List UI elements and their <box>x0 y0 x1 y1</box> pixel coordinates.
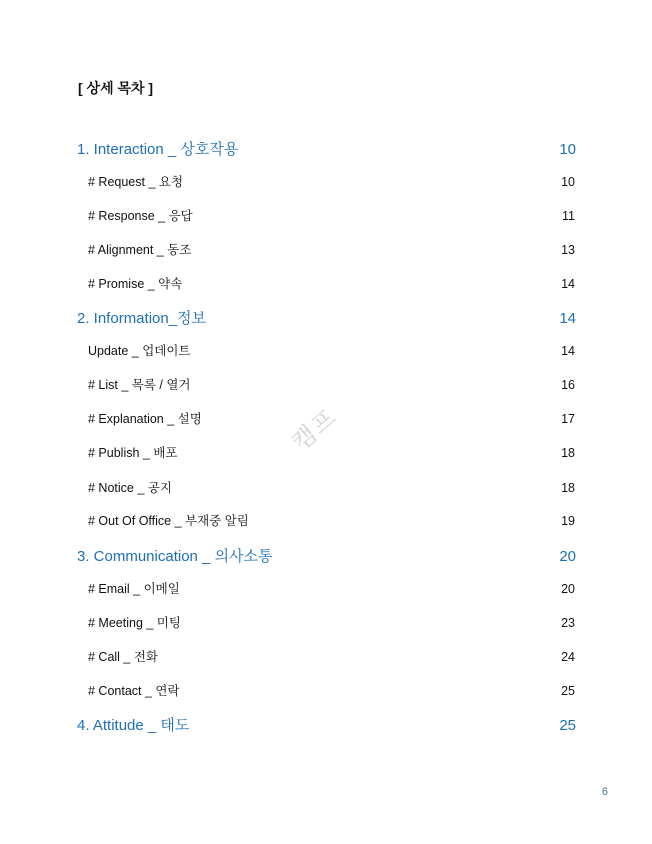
toc-page-number: 20 <box>559 548 576 565</box>
page-number: 6 <box>601 786 608 798</box>
toc-entry-title: # Call _ 전화 <box>88 650 159 664</box>
toc-page-number: 17 <box>561 412 575 426</box>
toc-entry-row[interactable] <box>0 374 652 396</box>
toc-section-title: 3. Communication _ 의사소통 <box>77 548 273 565</box>
toc-page-number: 18 <box>561 446 575 460</box>
toc-page-number: 10 <box>561 175 575 189</box>
toc-entry-title: # Contact _ 연락 <box>88 684 180 698</box>
toc-page-number: 23 <box>561 616 575 630</box>
toc-entry-row[interactable] <box>0 646 652 668</box>
toc-entry-row[interactable] <box>0 612 652 634</box>
toc-entry-title: # Email _ 이메일 <box>88 582 180 596</box>
toc-section-row[interactable] <box>0 139 652 161</box>
toc-entry-title: # Response _ 응답 <box>88 209 193 223</box>
toc-section-row[interactable] <box>0 715 652 737</box>
toc-page-number: 14 <box>561 344 575 358</box>
toc-entry-title: # Publish _ 배포 <box>88 446 178 460</box>
toc-entry-title: # Explanation _ 설명 <box>88 412 202 426</box>
toc-page-number: 18 <box>561 481 575 495</box>
toc-entry-title: # Promise _ 약속 <box>88 277 183 291</box>
toc-page-number: 11 <box>562 209 575 223</box>
toc-entry-row[interactable] <box>0 510 652 532</box>
toc-page-number: 14 <box>561 277 575 291</box>
toc-page-number: 24 <box>561 650 575 664</box>
toc-page-number: 25 <box>561 684 575 698</box>
toc-page-number: 19 <box>561 514 575 528</box>
toc-section-title: 4. Attitude _ 태도 <box>77 717 190 734</box>
toc-entry-row[interactable] <box>0 578 652 600</box>
toc-entry-title: # Notice _ 공지 <box>88 481 172 495</box>
toc-entry-row[interactable] <box>0 205 652 227</box>
toc-page-number: 25 <box>559 717 576 734</box>
toc-page-number: 14 <box>559 310 576 327</box>
toc-entry-row[interactable] <box>0 477 652 499</box>
toc-section-title: 1. Interaction _ 상호작용 <box>77 141 239 158</box>
toc-page-number: 13 <box>561 243 575 257</box>
toc-entry-title: Update _ 업데이트 <box>88 344 191 358</box>
watermark: 캠프 <box>287 403 344 457</box>
toc-entry-title: # List _ 목록 / 열거 <box>88 378 191 392</box>
toc-heading: [ 상세 목차 ] <box>78 80 154 96</box>
toc-entry-row[interactable] <box>0 680 652 702</box>
toc-page-number: 10 <box>559 141 576 158</box>
toc-page-number: 20 <box>561 582 575 596</box>
toc-entry-title: # Out Of Office _ 부재중 알림 <box>88 514 249 528</box>
toc-entry-row[interactable] <box>0 239 652 261</box>
toc-entry-row[interactable] <box>0 171 652 193</box>
toc-entry-title: # Meeting _ 미팅 <box>88 616 181 630</box>
toc-entry-row[interactable] <box>0 273 652 295</box>
toc-section-row[interactable] <box>0 308 652 330</box>
toc-entry-row[interactable] <box>0 442 652 464</box>
toc-section-title: 2. Information_정보 <box>77 310 207 327</box>
toc-entry-title: # Request _ 요청 <box>88 175 184 189</box>
toc-page-number: 16 <box>561 378 575 392</box>
toc-section-row[interactable] <box>0 546 652 568</box>
toc-entry-row[interactable] <box>0 340 652 362</box>
toc-entry-title: # Alignment _ 동조 <box>88 243 192 257</box>
